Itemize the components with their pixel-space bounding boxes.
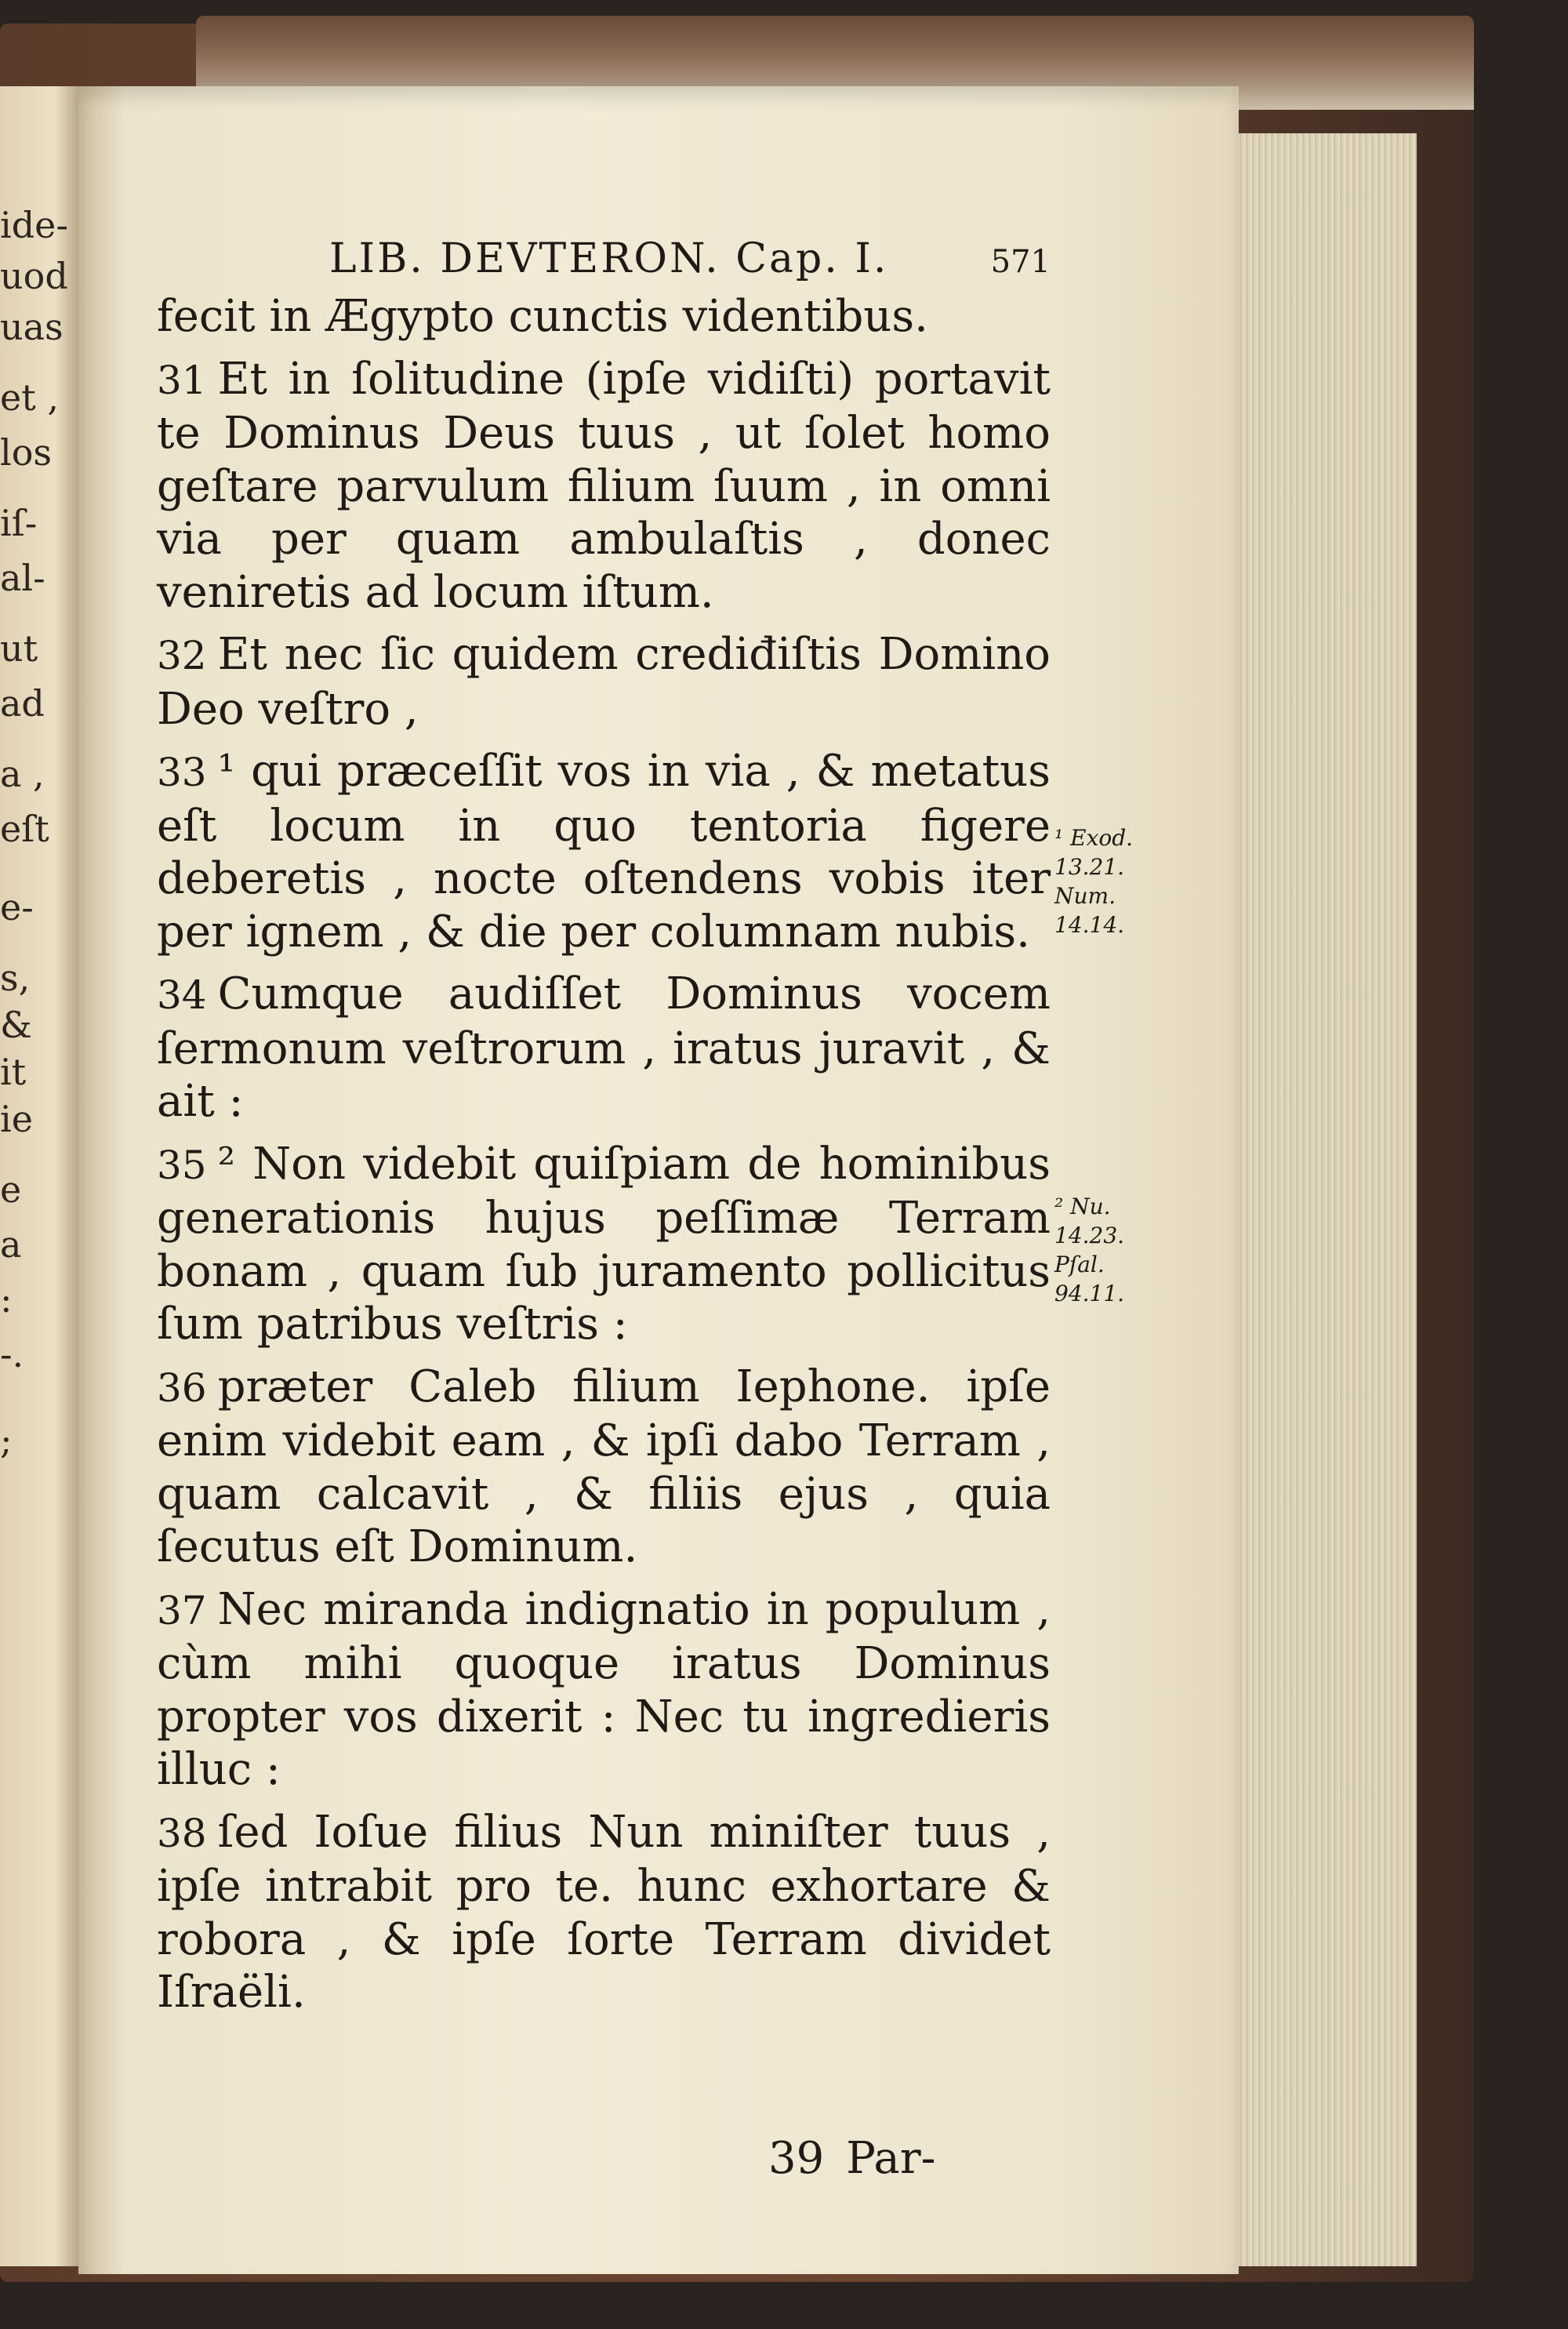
marginal-note-line: Pſal. <box>1054 1252 1105 1277</box>
verse-number: 34 <box>157 972 207 1018</box>
left-page-fragment: & <box>0 1004 32 1046</box>
page-edges <box>1235 133 1417 2266</box>
catchword <box>768 2133 936 2184</box>
catchword-verse: 39 <box>768 2133 825 2184</box>
marginal-note-line: 13.21. <box>1054 854 1125 880</box>
left-page-fragment: los <box>0 431 53 474</box>
running-header <box>329 235 1051 282</box>
left-page-text <box>0 86 78 2266</box>
marginal-note-line: ¹ Exod. <box>1054 825 1134 851</box>
left-page-fragment: ; <box>0 1419 13 1462</box>
verse <box>157 1583 1051 1797</box>
running-title: LIB. DEVTERON. Cap. I. <box>329 235 889 282</box>
marginal-note-exod <box>1054 823 1164 939</box>
verse <box>157 1138 1051 1351</box>
verse-text: ² Non videbit quiſpiam de hominibus generationis hujus peſſimæ Terram bonam , quam ſub juramento pollicitus ſum patribus veſtris : <box>157 1138 1051 1350</box>
verse-text: Nec miranda indignatio in populum , cùm mihi quoque iratus Dominus propter vos dixerit : Nec tu ingredieris illuc : <box>157 1583 1051 1795</box>
left-page-fragment: uod <box>0 255 68 297</box>
left-page-fragment: s, <box>0 957 31 999</box>
left-page-fragment: ie <box>0 1098 33 1140</box>
left-page-fragment: it <box>0 1051 27 1093</box>
left-page-fragment: eſt <box>0 808 49 850</box>
page-content <box>78 157 1239 2258</box>
verse-text: Et nec ſic quidem crediđiſtis Domino Deo veſtro , <box>157 629 1051 735</box>
marginal-note-line: Num. <box>1054 883 1116 909</box>
left-page-fragment: a <box>0 1223 22 1266</box>
left-page-fragment: -. <box>0 1333 24 1375</box>
marginal-note-num <box>1054 1192 1164 1308</box>
verse-number: 33 <box>157 750 207 795</box>
page-number: 571 <box>990 244 1051 280</box>
verse <box>157 968 1051 1128</box>
verse <box>157 628 1051 736</box>
marginal-note-line: 14.23. <box>1054 1223 1125 1248</box>
left-page-fragment: ide- <box>0 204 68 246</box>
left-page-fragment: al- <box>0 557 45 599</box>
left-page-fragment: e <box>0 1168 22 1211</box>
left-page-fragment: uas <box>0 306 64 348</box>
verse-number: 36 <box>157 1364 207 1411</box>
verse-number: 31 <box>157 357 207 403</box>
verse-text: Et in ſolitudine (ipſe vidiſti) portavit te Dominus Deus tuus , ut ſolet homo geſtare parvulum filium ſuum , in omni via per quam ambulaſtis , donec veniretis ad locum iſtum. <box>157 353 1051 618</box>
verse-text: fecit in Ægypto cunctis videntibus. <box>157 291 928 342</box>
verse-text: Cumque audiſſet Dominus vocem ſermonum veſtrorum , iratus juravit , & ait : <box>157 968 1051 1127</box>
marginal-note-line: ² Nu. <box>1054 1194 1111 1219</box>
marginal-note-line: 14.14. <box>1054 912 1125 938</box>
verse <box>157 745 1051 958</box>
verse <box>157 353 1051 619</box>
marginal-note-line: 94.11. <box>1054 1281 1125 1306</box>
verse-number: 32 <box>157 633 207 678</box>
left-page-fragment: ad <box>0 682 45 725</box>
left-page <box>0 86 78 2266</box>
verse <box>157 1361 1051 1574</box>
verse <box>157 1806 1051 2019</box>
catchword-word: Par- <box>846 2133 936 2184</box>
left-page-fragment: et , <box>0 376 59 419</box>
verse-number: 35 <box>157 1142 207 1188</box>
verse-text: ſed Ioſue filius Nun miniſter tuus , ipſe intrabit pro te. hunc exhortare & robora , & ipſe ſorte Terram dividet Iſraëli. <box>157 1806 1051 2018</box>
text-body <box>157 290 1051 2029</box>
left-page-fragment: ut <box>0 627 38 670</box>
verse-number: 38 <box>157 1810 207 1856</box>
verse-number: 37 <box>157 1587 207 1633</box>
left-page-fragment: a , <box>0 753 45 795</box>
verse-text: præter Caleb filium Iephone. ipſe enim videbit eam , & ipſi dabo Terram , quam calcavit , & filiis ejus , quia ſecutus eſt Dominum. <box>157 1361 1051 1572</box>
verse <box>157 290 1051 343</box>
left-page-fragment: e- <box>0 886 34 928</box>
left-page-fragment: : <box>0 1278 13 1321</box>
left-page-fragment: iſ- <box>0 502 38 544</box>
verse-text: ¹ qui præceſſit vos in via , & metatus eſt locum in quo tentoria figere deberetis , nocte oſtendens vobis iter per ignem , & die per columnam nubis. <box>157 746 1051 957</box>
